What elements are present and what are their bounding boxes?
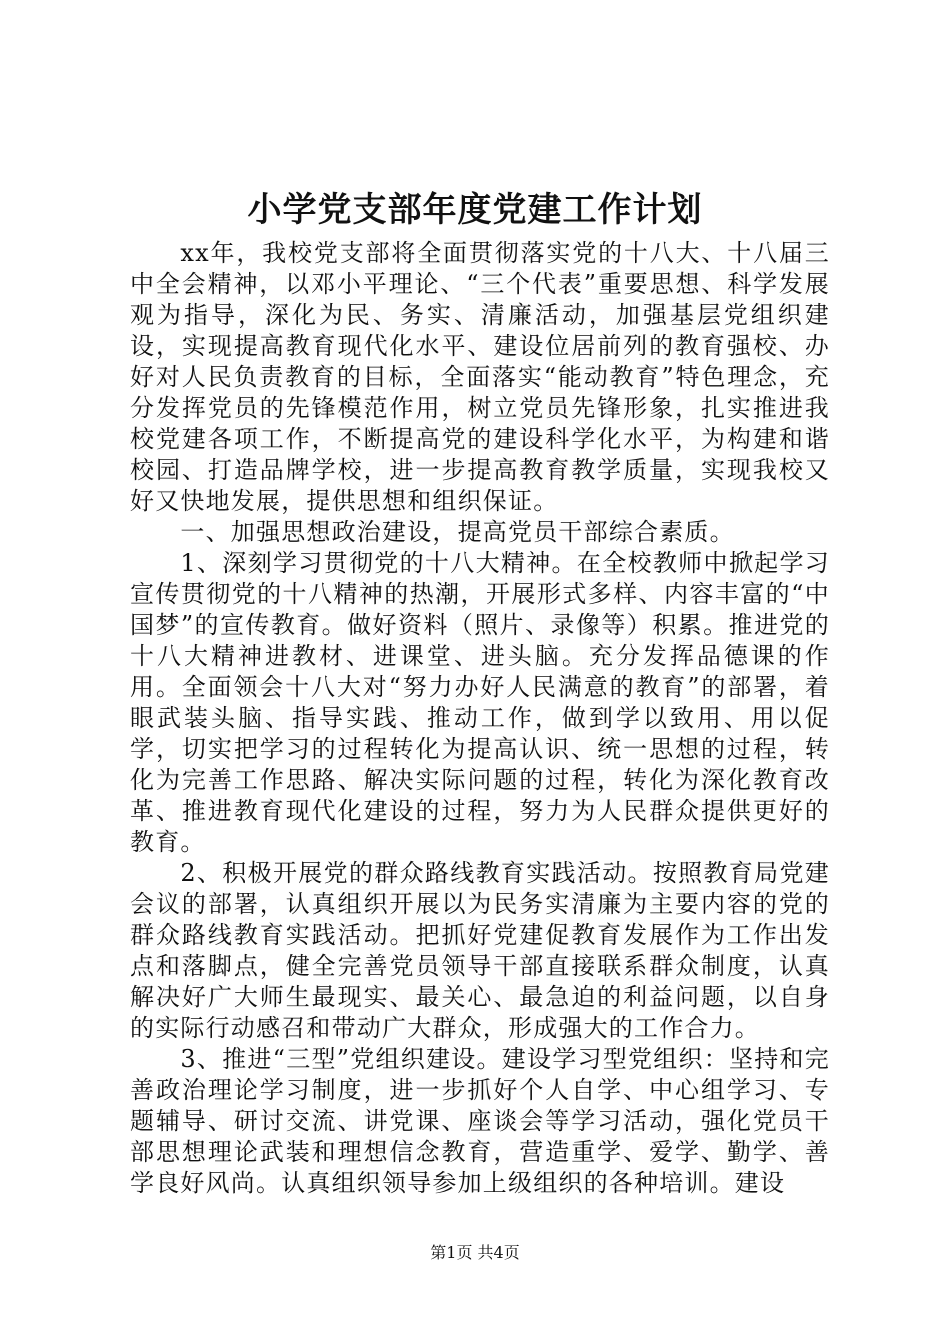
- paragraph-intro: xx年，我校党支部将全面贯彻落实党的十八大、十八届三中全会精神，以邓小平理论、“三个代表”重要思想、科学发展观为指导，深化为民、务实、清廉活动，加强基层党组织建设，实现提高教育现代化水平、建设位居前列的教育强校、办好对人民负责教育的目标，全面落实“能动教育”特色理念，充分发挥党员的先锋模范作用，树立党员先锋形象，扎实推进我校党建各项工作，不断提高党的建设科学化水平，为构建和谐校园、打造品牌学校，进一步提高教育教学质量，实现我校又好又快地发展，提供思想和组织保证。: [130, 239, 830, 515]
- page-footer: 第1页 共4页: [430, 1243, 520, 1262]
- paragraph-item-1: 1、深刻学习贯彻党的十八大精神。在全校教师中掀起学习宣传贯彻党的十八精神的热潮，开展形式多样、内容丰富的“中国梦”的宣传教育。做好资料（照片、录像等）积累。推进党的十八大精神进教材、进课堂、进头脑。充分发挥品德课的作用。全面领会十八大对“努力办好人民满意的教育”的部署，着眼武装头脑、指导实践、推动工作，做到学以致用、用以促学，切实把学习的过程转化为提高认识、统一思想的过程，转化为完善工作思路、解决实际问题的过程，转化为深化教育改革、推进教育现代化建设的过程，努力为人民群众提供更好的教育。: [130, 549, 830, 856]
- paragraph-item-3: 3、推进“三型”党组织建设。建设学习型党组织：坚持和完善政治理论学习制度，进一步抓好个人自学、中心组学习、专题辅导、研讨交流、讲党课、座谈会等学习活动，强化党员干部思想理论武装和理想信念教育，营造重学、爱学、勤学、善学良好风尚。认真组织领导参加上级组织的各种培训。建设: [130, 1045, 830, 1197]
- paragraph-item-2: 2、积极开展党的群众路线教育实践活动。按照教育局党建会议的部署，认真组织开展以为民务实清廉为主要内容的党的群众路线教育实践活动。把抓好党建促教育发展作为工作出发点和落脚点，健全完善党员领导干部直接联系群众制度，认真解决好广大师生最现实、最关心、最急迫的利益问题，以自身的实际行动感召和带动广大群众，形成强大的工作合力。: [130, 859, 830, 1042]
- document-body: [130, 238, 830, 1199]
- paragraph-section-heading: 一、加强思想政治建设，提高党员干部综合素质。: [180, 518, 735, 546]
- document-title: 小学党支部年度党建工作计划: [247, 190, 703, 230]
